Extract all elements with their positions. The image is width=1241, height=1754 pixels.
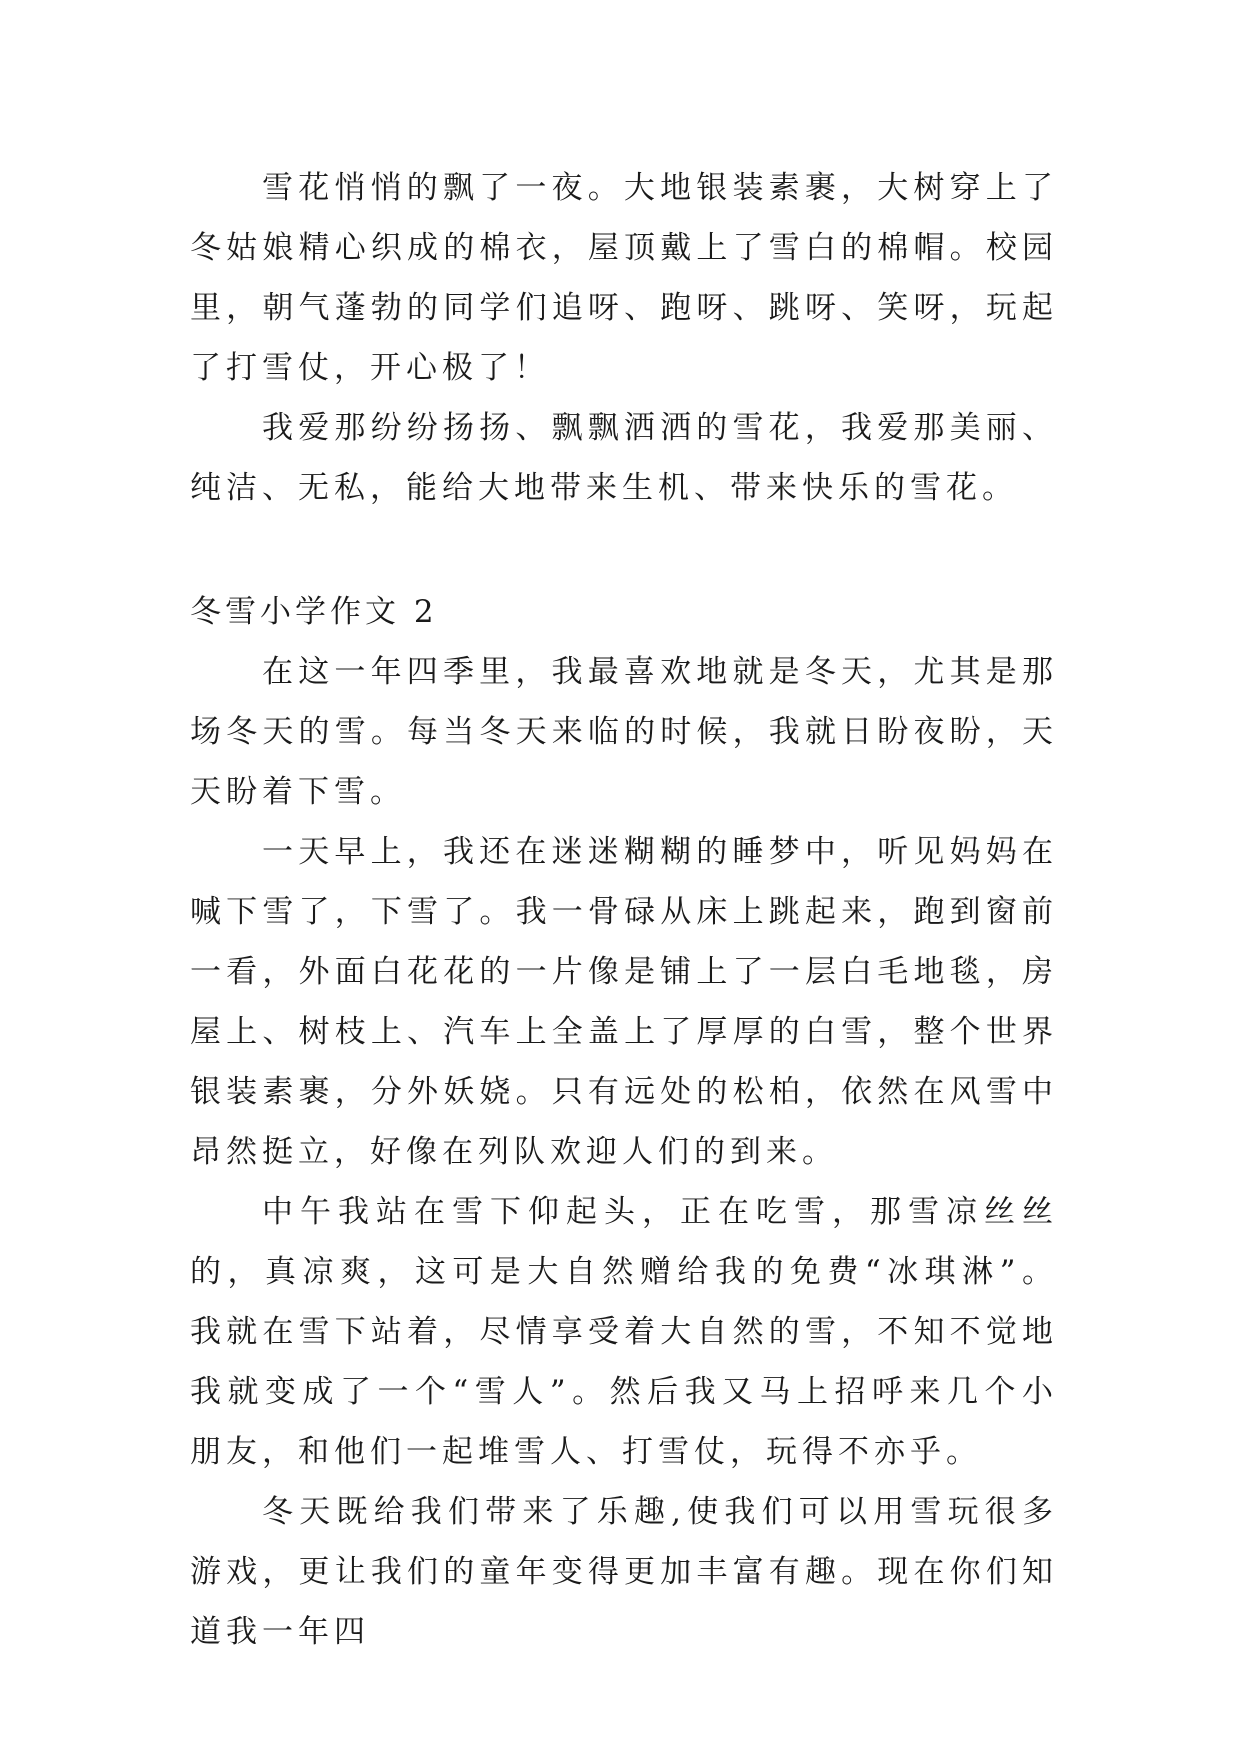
paragraph: 雪花悄悄的飘了一夜。大地银装素裹，大树穿上了冬姑娘精心织成的棉衣，屋顶戴上了雪白的棉帽。校园里，朝气蓬勃的同学们追呀、跑呀、跳呀、笑呀，玩起了打雪仗，开心极了！	[190, 170, 1058, 386]
paragraph: 一天早上，我还在迷迷糊糊的睡梦中，听见妈妈在喊下雪了，下雪了。我一骨碌从床上跳起来，跑到窗前一看，外面白花花的一片像是铺上了一层白毛地毯，房屋上、树枝上、汽车上全盖上了厚厚的白雪，整个世界银装素裹，分外妖娆。只有远处的松柏，依然在风雪中昂然挺立，好像在列队欢迎人们的到来。	[190, 834, 1058, 1170]
paragraph: 中午我站在雪下仰起头，正在吃雪，那雪凉丝丝的，真凉爽，这可是大自然赠给我的免费“冰琪淋”。我就在雪下站着，尽情享受着大自然的雪，不知不觉地我就变成了一个“雪人”。然后我又马上招呼来几个小朋友，和他们一起堆雪人、打雪仗，玩得不亦乎。	[190, 1194, 1058, 1470]
paragraph: 冬天既给我们带来了乐趣,使我们可以用雪玩很多游戏，更让我们的童年变得更加丰富有趣。现在你们知道我一年四	[190, 1494, 1058, 1650]
essay-title: 冬雪小学作文 2	[190, 594, 438, 630]
paragraph: 我爱那纷纷扬扬、飘飘洒洒的雪花，我爱那美丽、纯洁、无私，能给大地带来生机、带来快乐的雪花。	[190, 410, 1058, 506]
document-body	[190, 158, 1058, 1662]
paragraph: 在这一年四季里，我最喜欢地就是冬天，尤其是那场冬天的雪。每当冬天来临的时候，我就日盼夜盼，天天盼着下雪。	[190, 654, 1058, 810]
